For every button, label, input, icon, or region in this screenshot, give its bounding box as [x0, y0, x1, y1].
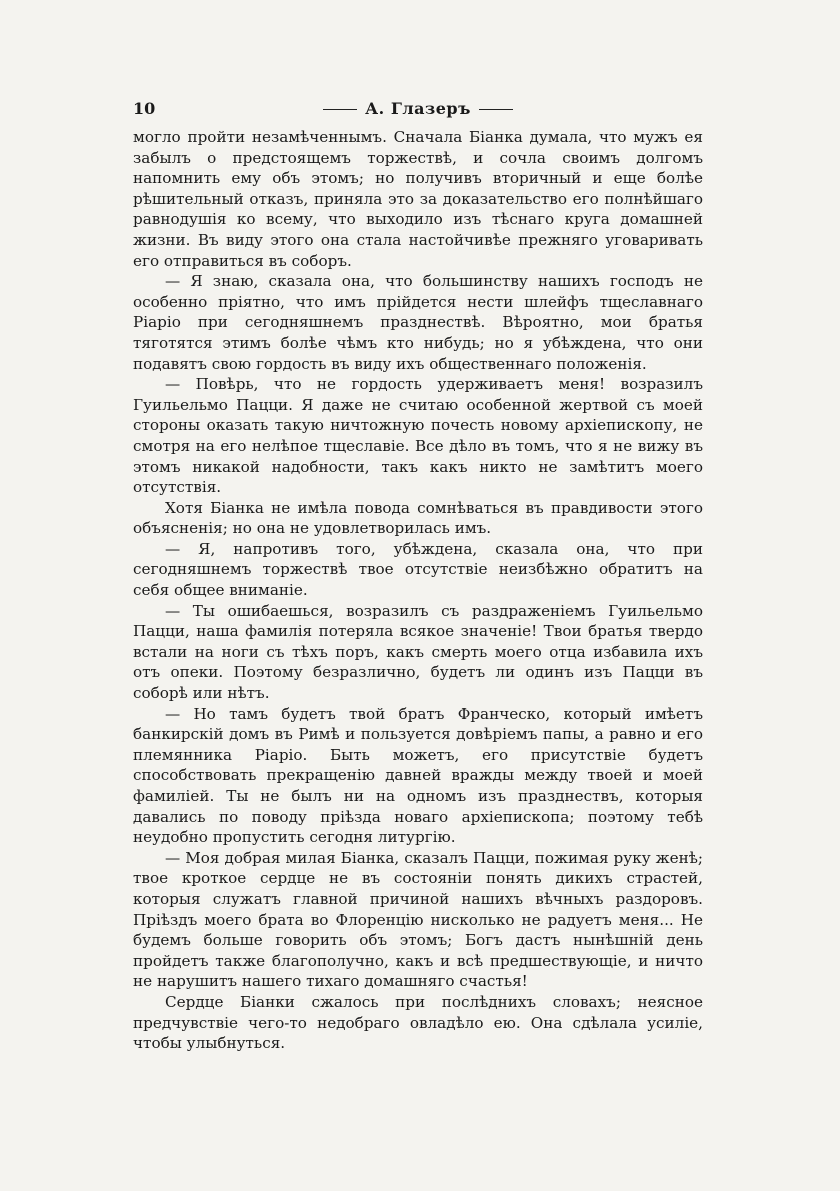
paragraph: — Моя добрая милая Біанка, сказалъ Пацци, пожимая руку женѣ; твое кроткое сердце не въ состояніи понять дикихъ страстей, которыя служатъ главной причиной нашихъ вѣчныхъ раздоровъ. Пріѣздъ моего брата во Флоренцію нисколько не радуетъ меня... Не будемъ больше говорить объ этомъ; Богъ дастъ нынѣшній день пройдетъ также благополучно, какъ и всѣ предшествующіе, и ничто не нарушитъ нашего тихаго домашняго счастья! [133, 848, 703, 991]
paragraph: — Ты ошибаешься, возразилъ съ раздраженіемъ Гуильельмо Пацци, наша фамилія потеряла всякое значеніе! Твои братья твердо встали на ноги съ тѣхъ поръ, какъ смерть моего отца избавила ихъ отъ опеки. Поэтому безразлично, будетъ ли одинъ изъ Пацци въ соборѣ или нѣтъ. [133, 601, 703, 703]
running-title: А. Глазеръ [365, 99, 471, 118]
paragraph: — Я, напротивъ того, убѣждена, сказала она, что при сегодняшнемъ торжествѣ твое отсутствіе неизбѣжно обратитъ на себя общее вниманіе. [133, 539, 703, 600]
body-text [133, 127, 703, 1054]
running-head [133, 97, 703, 123]
paragraph: — Я знаю, сказала она, что большинству нашихъ господъ не особенно пріятно, что имъ прійдется нести шлейфъ тщеславнаго Ріаріо при сегодняшнемъ празднествѣ. Вѣроятно, мои братья тяготятся этимъ болѣе чѣмъ кто нибудь; но я убѣждена, что они подавятъ свою гордость въ виду ихъ общественнаго положенія. [133, 272, 703, 373]
paragraph: Хотя Біанка не имѣла повода сомнѣваться въ правдивости этого объясненія; но она не удовлетворилась имъ. [133, 498, 703, 538]
page-number: 10 [133, 99, 156, 118]
running-title-line [133, 99, 703, 118]
paragraph: могло пройти незамѣченнымъ. Сначала Біанка думала, что мужъ ея забылъ о предстоящемъ торжествѣ, и сочла своимъ долгомъ напомнить ему объ этомъ; но получивъ вторичный и еще болѣе рѣшительный отказъ, приняла это за доказательство его полнѣйшаго равнодушія ко всему, что выходило изъ тѣснаго круга домашней жизни. Въ виду этого она стала настойчивѣе прежняго уговаривать его отправиться въ соборъ. [133, 128, 703, 270]
paragraph: — Повѣрь, что не гордость удерживаетъ меня! возразилъ Гуильельмо Пацци. Я даже не считаю особенной жертвой съ моей стороны оказать такую ничтожную почесть новому архіепископу, не смотря на его нелѣпое тщеславіе. Все дѣло въ томъ, что я не вижу въ этомъ никакой надобности, такъ какъ никто не замѣтитъ моего отсутствія. [133, 375, 703, 497]
right-rule [479, 109, 513, 110]
paragraph: — Но тамъ будетъ твой братъ Франческо, который имѣетъ банкирскій домъ въ Римѣ и пользуется довѣріемъ папы, а равно и его племянника Ріаріо. Быть можетъ, его присутствіе будетъ способствовать прекращенію давней вражды между твоей и моей фамиліей. Ты не былъ ни на одномъ изъ празднествъ, которыя давались по поводу пріѣзда новаго архіепископа; поэтому тебѣ неудобно пропустить сегодня литургію. [133, 704, 703, 847]
paragraph: Сердце Біанки сжалось при послѣднихъ словахъ; неясное предчувствіе чего-то недобраго овладѣло ею. Она сдѣлала усиліе, чтобы улыбнуться. [133, 992, 703, 1053]
left-rule [323, 109, 357, 110]
